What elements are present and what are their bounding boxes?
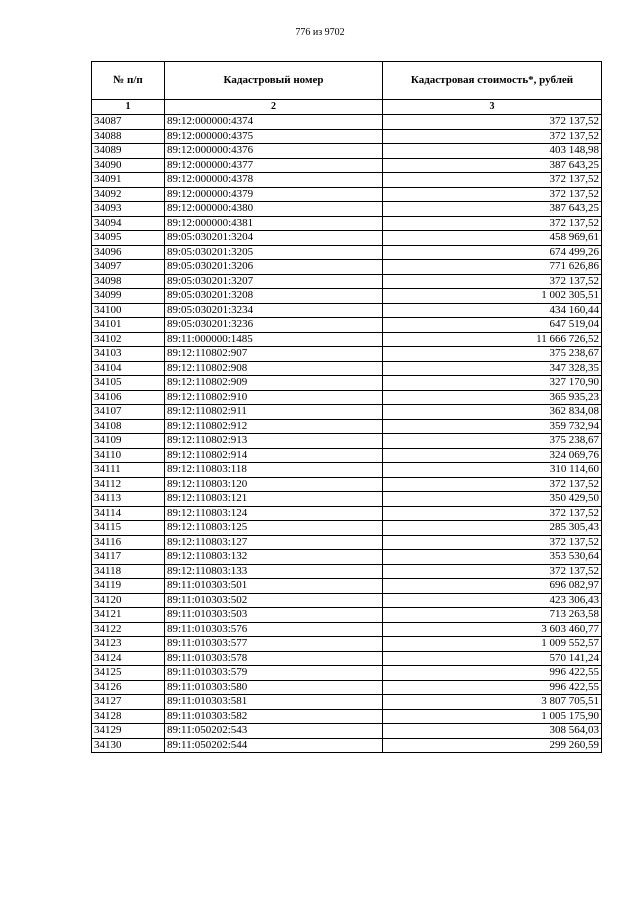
table-row: [92, 564, 602, 579]
row-number-cell: 34130: [92, 738, 165, 753]
table-row: [92, 231, 602, 246]
cadastral-number-cell: 89:12:110803:127: [165, 535, 383, 550]
table-row: [92, 593, 602, 608]
cadastral-number-cell: 89:12:110802:914: [165, 448, 383, 463]
cadastral-number-cell: 89:12:110803:132: [165, 550, 383, 565]
row-number-cell: 34099: [92, 289, 165, 304]
cadastral-number-cell: 89:12:000000:4376: [165, 144, 383, 159]
cadastral-value-cell: 3 807 705,51: [383, 695, 602, 710]
cadastral-number-cell: 89:11:010303:501: [165, 579, 383, 594]
row-number-cell: 34114: [92, 506, 165, 521]
row-number-cell: 34117: [92, 550, 165, 565]
table-row: [92, 608, 602, 623]
row-number-cell: 34102: [92, 332, 165, 347]
cadastral-number-cell: 89:05:030201:3205: [165, 245, 383, 260]
row-number-cell: 34093: [92, 202, 165, 217]
table-row: [92, 173, 602, 188]
cadastral-value-cell: 372 137,52: [383, 535, 602, 550]
table-row: [92, 666, 602, 681]
table-row: [92, 347, 602, 362]
cadastral-value-cell: 403 148,98: [383, 144, 602, 159]
row-number-cell: 34103: [92, 347, 165, 362]
row-number-cell: 34088: [92, 129, 165, 144]
cadastral-value-cell: 299 260,59: [383, 738, 602, 753]
table-row: [92, 158, 602, 173]
row-number-cell: 34112: [92, 477, 165, 492]
table-row: [92, 434, 602, 449]
row-number-cell: 34092: [92, 187, 165, 202]
row-number-cell: 34115: [92, 521, 165, 536]
row-number-cell: 34095: [92, 231, 165, 246]
table-row: [92, 289, 602, 304]
index-cell: 3: [383, 100, 602, 115]
row-number-cell: 34087: [92, 115, 165, 130]
cadastral-value-cell: 423 306,43: [383, 593, 602, 608]
cadastral-value-cell: 362 834,08: [383, 405, 602, 420]
cadastral-number-cell: 89:11:010303:579: [165, 666, 383, 681]
row-number-cell: 34110: [92, 448, 165, 463]
cadastral-value-cell: 3 603 460,77: [383, 622, 602, 637]
cadastral-value-cell: 647 519,04: [383, 318, 602, 333]
cadastral-value-cell: 372 137,52: [383, 115, 602, 130]
cadastral-value-cell: 570 141,24: [383, 651, 602, 666]
cadastral-number-cell: 89:05:030201:3236: [165, 318, 383, 333]
table-row: [92, 187, 602, 202]
cadastral-value-cell: 310 114,60: [383, 463, 602, 478]
row-number-cell: 34116: [92, 535, 165, 550]
table-row: [92, 376, 602, 391]
table-row: [92, 318, 602, 333]
cadastral-number-cell: 89:11:050202:544: [165, 738, 383, 753]
cadastral-number-cell: 89:12:000000:4380: [165, 202, 383, 217]
cadastral-number-cell: 89:11:000000:1485: [165, 332, 383, 347]
table-row: [92, 463, 602, 478]
cadastral-value-cell: 1 009 552,57: [383, 637, 602, 652]
index-cell: 1: [92, 100, 165, 115]
cadastral-value-cell: 713 263,58: [383, 608, 602, 623]
table-row: [92, 680, 602, 695]
cadastral-value-cell: 996 422,55: [383, 666, 602, 681]
table-row: [92, 245, 602, 260]
cadastral-value-cell: 372 137,52: [383, 274, 602, 289]
cadastral-value-cell: 375 238,67: [383, 347, 602, 362]
cadastral-number-cell: 89:12:110803:125: [165, 521, 383, 536]
cadastral-value-cell: 458 969,61: [383, 231, 602, 246]
cadastral-number-cell: 89:05:030201:3206: [165, 260, 383, 275]
cadastral-value-cell: 350 429,50: [383, 492, 602, 507]
cadastral-number-cell: 89:11:050202:543: [165, 724, 383, 739]
cadastral-value-cell: 11 666 726,52: [383, 332, 602, 347]
row-number-cell: 34119: [92, 579, 165, 594]
row-number-cell: 34098: [92, 274, 165, 289]
row-number-cell: 34129: [92, 724, 165, 739]
cadastral-number-cell: 89:12:000000:4374: [165, 115, 383, 130]
cadastral-number-cell: 89:12:110802:909: [165, 376, 383, 391]
cadastral-value-cell: 434 160,44: [383, 303, 602, 318]
cadastral-number-cell: 89:12:110803:124: [165, 506, 383, 521]
cadastral-number-cell: 89:12:110802:907: [165, 347, 383, 362]
row-number-cell: 34094: [92, 216, 165, 231]
table-row: [92, 448, 602, 463]
cadastral-value-cell: 1 005 175,90: [383, 709, 602, 724]
cadastral-value-cell: 347 328,35: [383, 361, 602, 376]
row-number-cell: 34101: [92, 318, 165, 333]
row-number-cell: 34126: [92, 680, 165, 695]
table-row: [92, 622, 602, 637]
row-number-cell: 34124: [92, 651, 165, 666]
cadastral-value-cell: 327 170,90: [383, 376, 602, 391]
cadastral-number-cell: 89:05:030201:3207: [165, 274, 383, 289]
header-row: [92, 62, 602, 100]
table-row: [92, 274, 602, 289]
cadastral-number-cell: 89:12:110803:121: [165, 492, 383, 507]
row-number-cell: 34125: [92, 666, 165, 681]
row-number-cell: 34111: [92, 463, 165, 478]
row-number-cell: 34104: [92, 361, 165, 376]
row-number-cell: 34106: [92, 390, 165, 405]
row-number-cell: 34108: [92, 419, 165, 434]
row-number-cell: 34090: [92, 158, 165, 173]
row-number-cell: 34096: [92, 245, 165, 260]
header-cadastral-number: Кадастровый номер: [165, 62, 383, 100]
table-row: [92, 303, 602, 318]
table-row: [92, 521, 602, 536]
cadastral-value-cell: 365 935,23: [383, 390, 602, 405]
header-cadastral-value: Кадастровая стоимость*, рублей: [383, 62, 602, 100]
cadastral-number-cell: 89:11:010303:502: [165, 593, 383, 608]
cadastral-number-cell: 89:11:010303:580: [165, 680, 383, 695]
cadastral-value-cell: 372 137,52: [383, 187, 602, 202]
cadastral-number-cell: 89:12:000000:4378: [165, 173, 383, 188]
cadastral-value-cell: 285 305,43: [383, 521, 602, 536]
cadastral-number-cell: 89:12:000000:4379: [165, 187, 383, 202]
cadastral-value-cell: 1 002 305,51: [383, 289, 602, 304]
cadastral-value-cell: 308 564,03: [383, 724, 602, 739]
index-row: [92, 100, 602, 115]
cadastral-value-cell: 372 137,52: [383, 477, 602, 492]
row-number-cell: 34120: [92, 593, 165, 608]
cadastral-number-cell: 89:12:110802:908: [165, 361, 383, 376]
cadastral-number-cell: 89:12:000000:4375: [165, 129, 383, 144]
row-number-cell: 34123: [92, 637, 165, 652]
table-row: [92, 361, 602, 376]
cadastral-value-cell: 696 082,97: [383, 579, 602, 594]
row-number-cell: 34107: [92, 405, 165, 420]
cadastral-value-cell: 771 626,86: [383, 260, 602, 275]
cadastral-number-cell: 89:05:030201:3208: [165, 289, 383, 304]
cadastral-number-cell: 89:11:010303:582: [165, 709, 383, 724]
table-row: [92, 260, 602, 275]
cadastral-value-cell: 359 732,94: [383, 419, 602, 434]
cadastral-value-cell: 674 499,26: [383, 245, 602, 260]
row-number-cell: 34121: [92, 608, 165, 623]
cadastral-number-cell: 89:12:110802:911: [165, 405, 383, 420]
table-row: [92, 477, 602, 492]
cadastral-number-cell: 89:11:010303:578: [165, 651, 383, 666]
table-row: [92, 709, 602, 724]
cadastral-number-cell: 89:12:110802:912: [165, 419, 383, 434]
table-row: [92, 535, 602, 550]
table-row: [92, 144, 602, 159]
cadastral-number-cell: 89:12:110802:910: [165, 390, 383, 405]
index-cell: 2: [165, 100, 383, 115]
table-row: [92, 550, 602, 565]
table-row: [92, 405, 602, 420]
table-row: [92, 724, 602, 739]
row-number-cell: 34128: [92, 709, 165, 724]
cadastral-value-cell: 324 069,76: [383, 448, 602, 463]
table-row: [92, 695, 602, 710]
table-row: [92, 115, 602, 130]
cadastral-value-cell: 353 530,64: [383, 550, 602, 565]
table-row: [92, 651, 602, 666]
row-number-cell: 34091: [92, 173, 165, 188]
row-number-cell: 34100: [92, 303, 165, 318]
cadastral-number-cell: 89:11:010303:577: [165, 637, 383, 652]
cadastral-value-cell: 375 238,67: [383, 434, 602, 449]
cadastral-number-cell: 89:11:010303:503: [165, 608, 383, 623]
row-number-cell: 34127: [92, 695, 165, 710]
row-number-cell: 34113: [92, 492, 165, 507]
cadastral-value-cell: 372 137,52: [383, 564, 602, 579]
page-number: 776 из 9702: [295, 27, 345, 38]
header-number: № п/п: [92, 62, 165, 100]
table-row: [92, 390, 602, 405]
table-row: [92, 129, 602, 144]
cadastral-number-cell: 89:11:010303:581: [165, 695, 383, 710]
table-row: [92, 492, 602, 507]
cadastral-number-cell: 89:12:000000:4381: [165, 216, 383, 231]
row-number-cell: 34109: [92, 434, 165, 449]
row-number-cell: 34122: [92, 622, 165, 637]
table-row: [92, 332, 602, 347]
table-row: [92, 637, 602, 652]
cadastral-value-cell: 387 643,25: [383, 158, 602, 173]
cadastral-number-cell: 89:05:030201:3204: [165, 231, 383, 246]
cadastral-number-cell: 89:12:110803:118: [165, 463, 383, 478]
cadastral-value-cell: 372 137,52: [383, 506, 602, 521]
cadastral-number-cell: 89:12:110803:133: [165, 564, 383, 579]
row-number-cell: 34097: [92, 260, 165, 275]
cadastral-value-cell: 372 137,52: [383, 129, 602, 144]
table-row: [92, 202, 602, 217]
table-row: [92, 738, 602, 753]
table-row: [92, 419, 602, 434]
table-row: [92, 506, 602, 521]
cadastral-number-cell: 89:12:110803:120: [165, 477, 383, 492]
cadastral-value-cell: 372 137,52: [383, 216, 602, 231]
cadastral-table: [91, 61, 602, 753]
cadastral-number-cell: 89:05:030201:3234: [165, 303, 383, 318]
row-number-cell: 34118: [92, 564, 165, 579]
table-row: [92, 579, 602, 594]
row-number-cell: 34089: [92, 144, 165, 159]
cadastral-value-cell: 372 137,52: [383, 173, 602, 188]
table-row: [92, 216, 602, 231]
cadastral-number-cell: 89:12:110802:913: [165, 434, 383, 449]
cadastral-number-cell: 89:11:010303:576: [165, 622, 383, 637]
cadastral-value-cell: 387 643,25: [383, 202, 602, 217]
cadastral-number-cell: 89:12:000000:4377: [165, 158, 383, 173]
row-number-cell: 34105: [92, 376, 165, 391]
cadastral-value-cell: 996 422,55: [383, 680, 602, 695]
